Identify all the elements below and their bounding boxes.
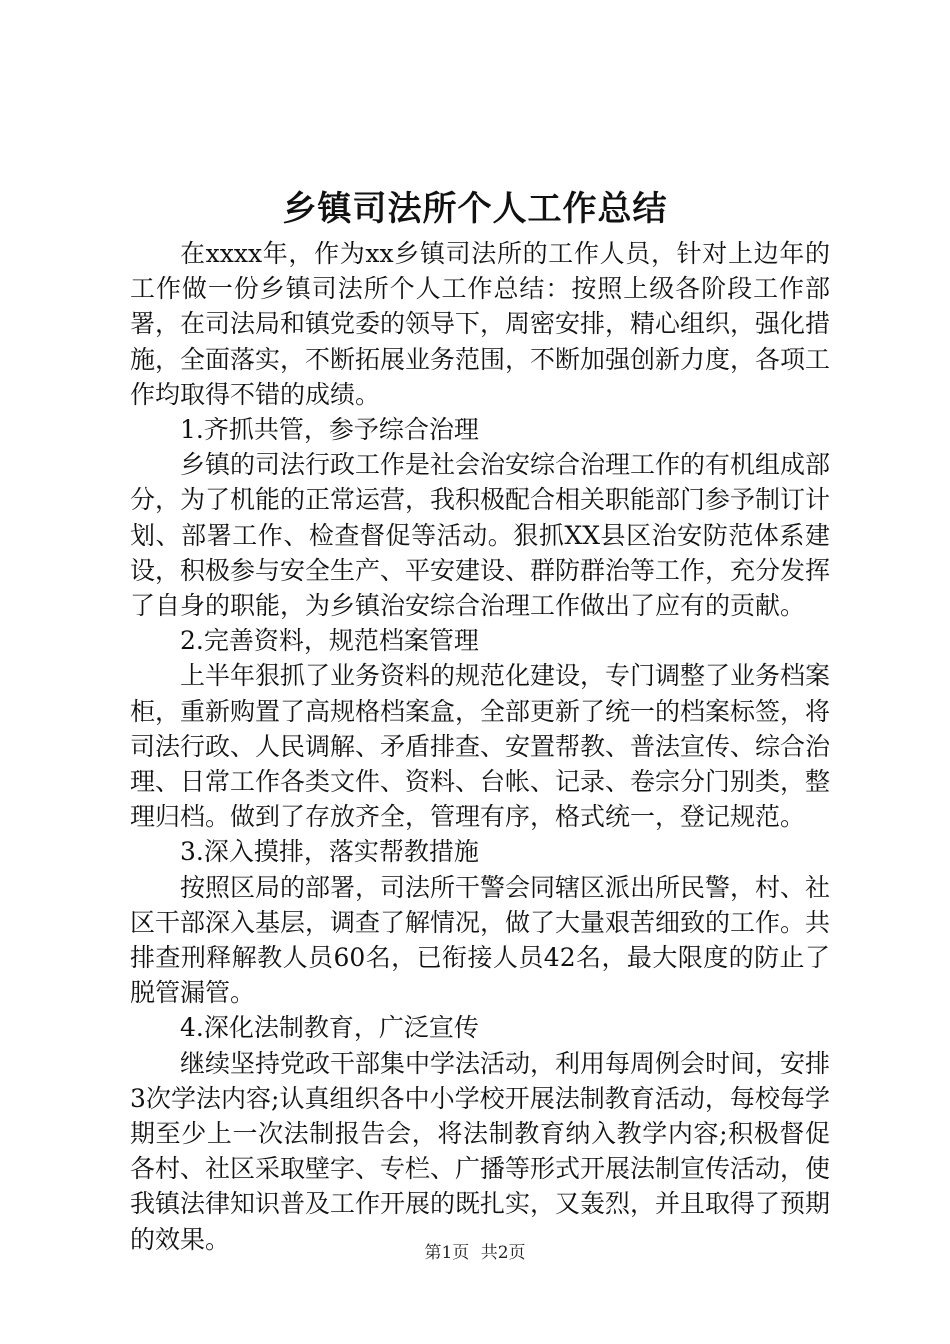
section-paragraph-3: 按照区局的部署，司法所干警会同辖区派出所民警，村、社区干部深入基层，调查了解情况，做了大量艰苦细致的工作。共排查刑释解教人员60名，已衔接人员42名，最大限度的防止了脱管漏管。 bbox=[130, 872, 831, 1008]
section-heading-3: 3.深入摸排，落实帮教措施 bbox=[180, 837, 479, 867]
document-title: 乡镇司法所个人工作总结 bbox=[282, 189, 668, 229]
section-paragraph-2: 上半年狠抓了业务资料的规范化建设，专门调整了业务档案柜，重新购置了高规格档案盒，全部更新了统一的档案标签，将司法行政、人民调解、矛盾排查、安置帮教、普法宣传、综合治理、日常工作各类文件、资料、台帐、记录、卷宗分门别类，整理归档。做到了存放齐全，管理有序，格式统一，登记规范。 bbox=[130, 661, 831, 832]
page-number-total: 共2页 bbox=[480, 1243, 526, 1263]
section-heading-1: 1.齐抓共管，参予综合治理 bbox=[180, 415, 479, 445]
section-paragraph-1: 乡镇的司法行政工作是社会治安综合治理工作的有机组成部分，为了机能的正常运营，我积极配合相关职能部门参予制订计划、部署工作、检查督促等活动。狠抓XX县区治安防范体系建设，积极参与安全生产、平安建设、群防群治等工作，充分发挥了自身的职能，为乡镇治安综合治理工作做出了应有的贡献。 bbox=[130, 450, 831, 621]
page-number-current: 第1页 bbox=[424, 1243, 470, 1263]
section-heading-4: 4.深化法制教育，广泛宣传 bbox=[180, 1013, 479, 1043]
intro-paragraph: 在xxxx年，作为xx乡镇司法所的工作人员，针对上边年的工作做一份乡镇司法所个人工作总结：按照上级各阶段工作部署，在司法局和镇党委的领导下，周密安排，精心组织，强化措施，全面落实，不断拓展业务范围，不断加强创新力度，各项工作均取得不错的成绩。 bbox=[130, 239, 831, 409]
page-footer bbox=[0, 1240, 950, 1266]
section-heading-2: 2.完善资料，规范档案管理 bbox=[180, 626, 479, 656]
document-body bbox=[130, 236, 830, 1257]
section-paragraph-4: 继续坚持党政干部集中学法活动，利用每周例会时间，安排3次学法内容;认真组织各中小学校开展法制教育活动，每校每学期至少上一次法制报告会，将法制教育纳入教学内容;积极督促各村、社区采取壁字、专栏、广播等形式开展法制宣传活动，使我镇法律知识普及工作开展的既扎实，又轰烈，并且取得了预期的效果。 bbox=[130, 1048, 831, 1254]
